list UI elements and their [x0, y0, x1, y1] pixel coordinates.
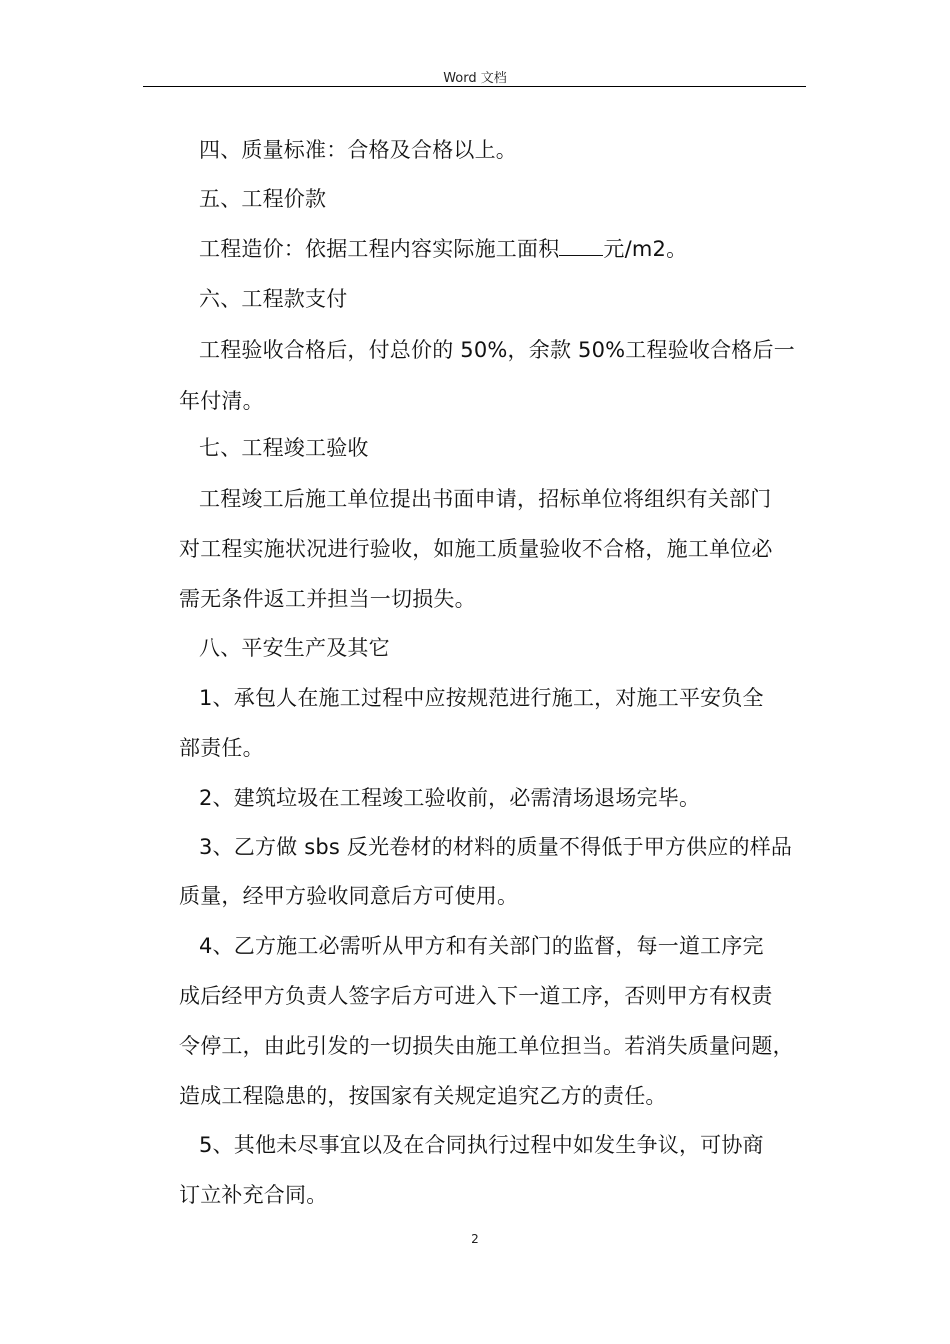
paragraph-line: 工程验收合格后，付总价的 50%，余款 50%工程验收合格后一 — [199, 338, 795, 362]
paragraph-line: 四、质量标准：合格及合格以上。 — [199, 138, 517, 162]
paragraph-line: 部责任。 — [179, 736, 264, 760]
paragraph-line: 令停工，由此引发的一切损失由施工单位担当。若消失质量问题， — [179, 1034, 794, 1058]
paragraph-line: 造成工程隐患的，按国家有关规定追究乙方的责任。 — [179, 1084, 667, 1108]
paragraph-line: 工程竣工后施工单位提出书面申请，招标单位将组织有关部门 — [199, 487, 772, 511]
paragraph-line: 4、乙方施工必需听从甲方和有关部门的监督，每一道工序完 — [199, 934, 764, 958]
price-unit: 元/m2。 — [603, 237, 688, 261]
section-heading: 八、平安生产及其它 — [199, 636, 390, 660]
paragraph-line: 3、乙方做 sbs 反光卷材的材料的质量不得低于甲方供应的样品 — [199, 835, 793, 859]
paragraph-line: 需无条件返工并担当一切损失。 — [179, 587, 476, 611]
paragraph-line: 5、其他未尽事宜以及在合同执行过程中如发生争议，可协商 — [199, 1133, 764, 1157]
paragraph-line: 年付清。 — [179, 389, 264, 413]
page-header-title: Word 文档 — [443, 71, 507, 86]
paragraph-line: 质量，经甲方验收同意后方可使用。 — [179, 884, 519, 908]
page-number: 2 — [471, 1232, 479, 1246]
paragraph-line — [199, 237, 687, 261]
section-heading: 五、工程价款 — [199, 187, 327, 211]
fill-in-blank — [559, 237, 603, 256]
paragraph-line: 对工程实施状况进行验收，如施工质量验收不合格，施工单位必 — [179, 537, 773, 561]
price-text: 工程造价：依据工程内容实际施工面积 — [199, 237, 560, 261]
paragraph-line: 成后经甲方负责人签字后方可进入下一道工序，否则甲方有权责 — [179, 984, 773, 1008]
section-heading: 六、工程款支付 — [199, 287, 348, 311]
header-divider — [143, 86, 806, 87]
section-heading: 七、工程竣工验收 — [199, 436, 369, 460]
paragraph-line: 订立补充合同。 — [179, 1183, 328, 1207]
paragraph-line: 2、建筑垃圾在工程竣工验收前，必需清场退场完毕。 — [199, 786, 701, 810]
paragraph-line: 1、承包人在施工过程中应按规范进行施工，对施工平安负全 — [199, 686, 764, 710]
